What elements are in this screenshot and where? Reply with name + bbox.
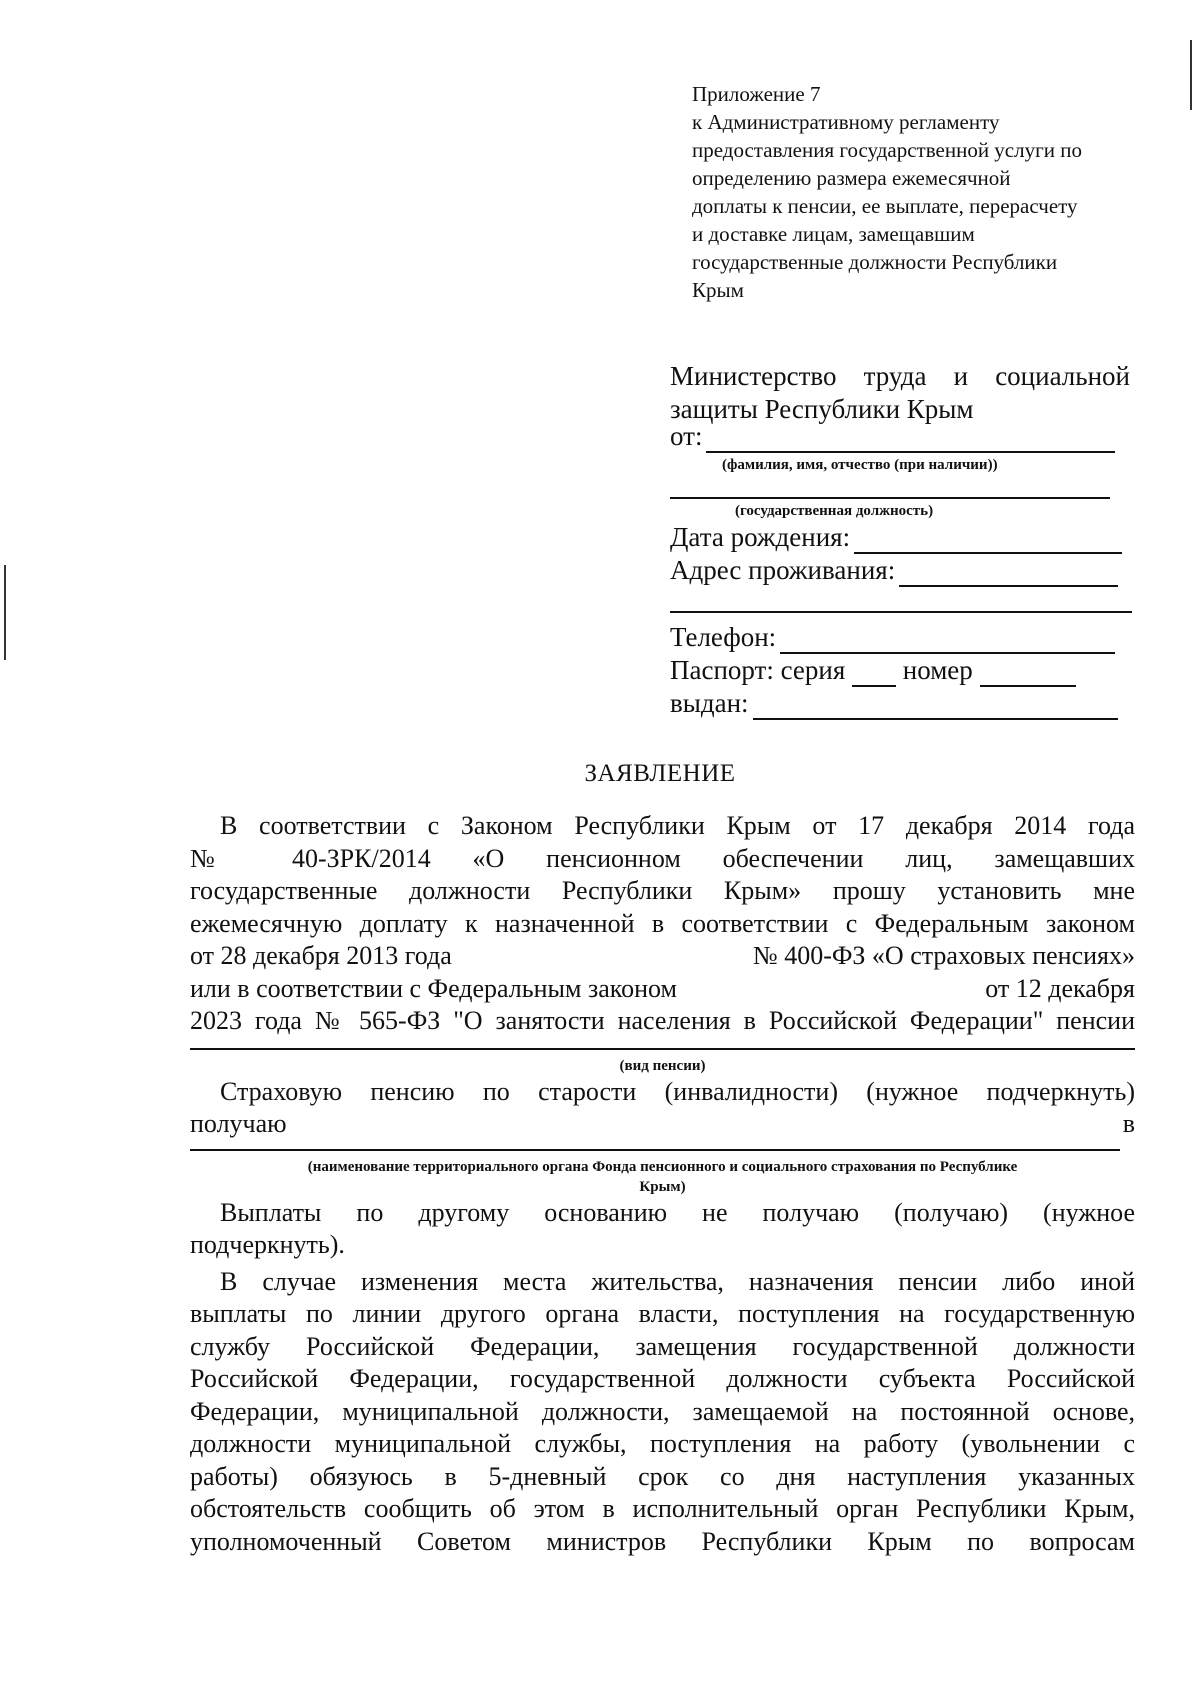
body-line [190, 940, 1135, 973]
appendix-line: и доставке лицам, замещавшим [692, 222, 975, 246]
pension-fund-caption: (наименование территориального органа Фонда пенсионного и социального страхования по Республике [307, 1158, 1018, 1175]
body-line: № 40-ЗРК/2014 «О пенсионном обеспечении лиц, замещавших [190, 843, 1135, 873]
body-line: В соответствии с Законом Республики Крым от 17 декабря 2014 года [220, 811, 1135, 840]
body-line [190, 1108, 1135, 1141]
passport-number-label: номер [902, 655, 973, 685]
address-field[interactable] [899, 561, 1118, 587]
body-line-part: в [1122, 1109, 1135, 1138]
position-field[interactable] [670, 475, 1110, 499]
from-label: от: [670, 421, 703, 451]
addressee-block [670, 360, 1130, 720]
body-line: В случае изменения места жительства, назначения пенсии либо иной [220, 1266, 1135, 1296]
addressee-line: защиты Республики Крым [670, 394, 974, 424]
body-line: Федерации, муниципальной должности, замещаемой на постоянной основе, [190, 1396, 1135, 1426]
issued-row [670, 687, 1118, 720]
appendix-line: к Административному регламенту [692, 110, 1000, 134]
body-line-part: № 400-ФЗ «О страховых пенсиях» [752, 941, 1135, 970]
pension-type-caption: (вид пенсии) [619, 1057, 706, 1074]
appendix-line: Приложение 7 [692, 82, 821, 106]
body-line: 2023 года № 565-ФЗ "О занятости населения в Российской Федерации" пенсии [190, 1006, 1135, 1035]
body-line: Страховую пенсию по старости (инвалидности) (нужное подчеркнуть) [220, 1076, 1135, 1106]
phone-label: Телефон: [670, 622, 777, 652]
body-line: должности муниципальной службы, поступления на работу (увольнении с [190, 1429, 1135, 1458]
from-field[interactable] [706, 427, 1115, 453]
body-line: государственные должности Республики Крым» прошу установить мне [190, 876, 1135, 905]
body-line-part: от 12 декабря [985, 973, 1135, 1003]
body-line: службу Российской Федерации, замещения государственной должности [190, 1331, 1135, 1361]
body-line: Российской Федерации, государственной должности субъекта Российской [190, 1364, 1135, 1393]
address-label: Адрес проживания: [670, 555, 896, 585]
birth-label: Дата рождения: [670, 522, 851, 552]
body-line: подчеркнуть). [190, 1230, 345, 1259]
address-extra-field[interactable] [670, 587, 1132, 613]
body-line: выплаты по линии другого органа власти, поступления на государственную [190, 1299, 1135, 1328]
appendix-line: доплаты к пенсии, ее выплате, перерасчету [692, 194, 1078, 218]
from-caption: (фамилия, имя, отчество (при наличии)) [722, 457, 998, 473]
body-line [190, 973, 1135, 1006]
addressee-line: Министерство труда и социальной [670, 361, 1130, 391]
body-line: ежемесячную доплату к назначенной в соответствии с Федеральным законом [190, 908, 1135, 938]
issued-field[interactable] [753, 694, 1118, 720]
body-line-part: от 28 декабря 2013 года [190, 941, 452, 970]
position-caption: (государственная должность) [735, 503, 934, 519]
passport-row [670, 654, 1130, 687]
statement-body [190, 810, 1135, 1558]
appendix-line: Крым [692, 278, 744, 302]
body-line: уполномоченный Советом министров Республики Крым по вопросам [190, 1526, 1135, 1556]
appendix-line: определению размера ежемесячной [692, 166, 1011, 190]
body-line: Выплаты по другому основанию не получаю (получаю) (нужное [220, 1197, 1135, 1227]
pension-fund-caption: Крым) [639, 1178, 686, 1195]
birth-field[interactable] [854, 528, 1122, 554]
pension-type-field[interactable] [190, 1038, 1135, 1050]
passport-series-field[interactable] [852, 661, 896, 687]
appendix-line: государственные должности Республики [692, 250, 1058, 274]
body-line: работы) обязуюсь в 5-дневный срок со дня наступления указанных [190, 1461, 1135, 1491]
body-line-part: или в соответствии с Федеральным законом [190, 973, 677, 1003]
scan-mark [4, 565, 6, 660]
passport-number-field[interactable] [980, 661, 1076, 687]
appendix-line: предоставления государственной услуги по [692, 138, 1082, 162]
page-title: ЗАЯВЛЕНИЕ [584, 760, 736, 787]
body-line: обстоятельств сообщить об этом в исполнительный орган Республики Крым, [190, 1494, 1135, 1523]
passport-label: Паспорт: серия [670, 655, 846, 685]
birth-row [670, 521, 1122, 554]
pension-fund-field[interactable] [190, 1141, 1120, 1151]
appendix-header [692, 80, 1162, 304]
issued-label: выдан: [670, 688, 749, 718]
scan-mark [1190, 40, 1192, 110]
address-row [670, 554, 1118, 587]
body-line-part: получаю [190, 1109, 287, 1138]
phone-row [670, 621, 1115, 654]
phone-field[interactable] [780, 628, 1115, 654]
